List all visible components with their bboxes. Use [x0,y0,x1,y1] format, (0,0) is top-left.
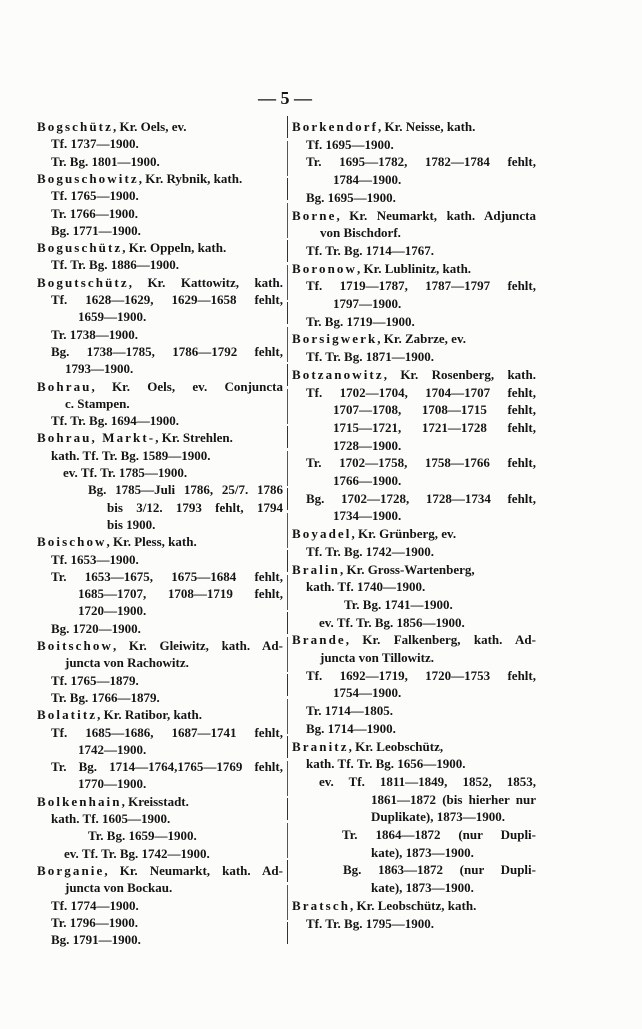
entry-heading [292,330,536,347]
record-line: Tf. 1692—1719, 1720—1753 fehlt, [306,667,536,683]
record-line: Bg. 1785—Juli 1786, 25/7. 1786 [88,482,283,498]
place-details: , Kr. Rosenberg, kath. [383,366,536,382]
place-name: Borsigwerk [292,331,378,347]
place-details: , Kr. Strehlen. [155,430,233,446]
record-line: juncta von Tillowitz. [320,650,435,665]
record-line: juncta von Rachowitz. [65,655,189,671]
record-line: 1685—1707, 1708—1719 fehlt, [78,586,283,602]
place-name: Bohrau, Markt- [37,430,156,446]
place-details: , Kr. Gleiwitz, kath. Ad- [112,638,283,653]
place-details: , Kr. Oels, ev. Conjuncta [91,378,283,394]
record-line: Bg. 1791—1900. [51,932,141,948]
record-line: Tf. 1765—1900. [51,188,139,204]
record-line: Tr. Bg. 1801—1900. [51,153,160,169]
record-line: 1793—1900. [65,361,134,377]
entry-heading [37,706,283,723]
record-line: Tr. 1796—1900. [51,914,139,930]
record-line: Tr. 1738—1900. [51,326,139,342]
record-line: Tr. Bg. 1659—1900. [88,828,197,844]
record-line: kath. Tf. 1605—1900. [51,811,171,826]
record-line: Tf. 1702—1704, 1704—1707 fehlt, [306,384,536,400]
record-line: ev. Tf. 1811—1849, 1852, 1853, [319,773,536,789]
entry-heading [37,793,283,810]
place-details: , Kr. Oppeln, kath. [122,240,227,256]
place-name: Bogutschütz [37,274,129,290]
entry-heading [292,260,536,277]
place-details: , Kr. Neisse, kath. [378,119,476,134]
place-name: Boischow [37,534,107,550]
place-details: , Kr. Ratibor, kath. [97,707,202,723]
place-details: , Kr. Grünberg, ev. [351,526,457,542]
entry-heading [37,429,283,446]
record-line: kath. Tf. Tr. Bg. 1656—1900. [306,756,466,772]
record-line: Tr. Bg. 1714—1764,1765—1769 fehlt, [51,759,283,775]
record-line: Tf. 1719—1787, 1787—1797 fehlt, [306,278,536,294]
record-line: Bg. 1695—1900. [306,189,396,205]
record-line: Tf. 1695—1900. [306,136,394,152]
place-details: , Kr. Oels, ev. [112,119,187,134]
place-name: Borne [292,207,337,223]
place-name: Bolkenhain [37,793,122,809]
record-line: Tf. Tr. Bg. 1886—1900. [51,257,179,273]
record-line: 1861—1872 (bis hierher nur [371,791,536,807]
record-line: 1770—1900. [78,776,147,792]
place-name: Boyadel [292,526,352,542]
record-line: kate), 1873—1900. [371,844,474,860]
record-line: 1659—1900. [78,309,147,325]
entry-heading [292,561,536,578]
record-line: bis 3/12. 1793 fehlt, 1794 [107,499,283,515]
record-line: c. Stampen. [65,395,130,411]
entry-heading [37,378,283,395]
place-name: Borkendorf [292,119,378,134]
record-line: Bg. 1738—1785, 1786—1792 fehlt, [51,343,283,359]
place-details: , Kr. Pless, kath. [106,534,197,550]
entry-heading [292,207,536,224]
place-details: , Kr. Zabrze, ev. [377,331,466,347]
record-line: Tr. Bg. 1719—1900. [306,313,415,329]
record-line: Tf. Tr. Bg. 1694—1900. [51,413,179,429]
record-line: ev. Tf. Tr. Bg. 1856—1900. [319,614,465,630]
record-line: kath. Tf. Tr. Bg. 1589—1900. [51,447,211,463]
place-name: Bogschütz [37,119,113,134]
record-line: von Bischdorf. [320,225,401,241]
record-line: 1728—1900. [333,437,402,453]
place-name: Bohrau [37,378,92,394]
record-line: Tr. 1864—1872 (nur Dupli- [342,827,536,842]
entry-heading [37,239,283,256]
record-line: 1734—1900. [333,508,402,524]
record-line: Bg. 1720—1900. [51,620,141,636]
record-line: Tf. 1653—1900. [51,551,139,567]
place-name: Boguschowitz [37,170,139,186]
place-details: , Kr. Leobschütz, [348,738,444,754]
place-details: , Kr. Neumarkt, kath. Ad- [104,862,283,878]
record-line: Bg. 1863—1872 (nur Dupli- [343,862,536,878]
record-line: Tf. 1765—1879. [51,672,139,688]
record-line: Tr. Bg. 1766—1879. [51,689,160,705]
record-line: 1720—1900. [78,603,147,619]
place-name: Botzanowitz [292,366,384,382]
place-name: Boitschow [37,638,113,653]
place-name: Bralin [292,561,340,577]
place-name: Brande [292,632,346,648]
record-line: Tf. 1628—1629, 1629—1658 fehlt, [51,292,283,307]
entry-heading [292,897,536,914]
place-name: Boguschütz [37,240,123,256]
entry-heading [37,274,283,291]
record-line: ev. Tf. Tr. 1785—1900. [63,465,188,480]
place-details: , Kr. Falkenberg, kath. Ad- [345,632,536,648]
entry-heading [292,631,536,648]
place-details: , Kr. Kattowitz, kath. [128,274,283,290]
entry-heading [37,118,283,135]
record-line: 1797—1900. [333,296,402,311]
record-line: Tf. 1774—1900. [51,897,139,913]
record-line: 1784—1900. [333,172,402,188]
record-line: ev. Tf. Tr. Bg. 1742—1900. [64,845,210,861]
place-details: , Kr. Neumarkt, kath. Adjuncta [336,207,536,223]
record-line: kate), 1873—1900. [371,880,474,896]
record-line: Bg. 1714—1900. [306,720,396,736]
place-details: , Kr. Rybnik, kath. [138,170,243,186]
record-line: Tf. 1685—1686, 1687—1741 fehlt, [51,724,283,740]
place-details: , Kreisstadt. [121,793,189,809]
entry-heading [292,366,536,383]
place-name: Borganie [37,862,105,878]
record-line: Duplikate), 1873—1900. [371,809,505,825]
record-line: Tr. 1714—1805. [306,703,394,719]
record-line: Tf. Tr. Bg. 1871—1900. [306,349,434,365]
place-name: Boronow [292,260,358,276]
record-line: 1766—1900. [333,473,402,488]
record-line: 1715—1721, 1721—1728 fehlt, [333,419,536,435]
record-line: kath. Tf. 1740—1900. [306,579,426,595]
record-line: Tr. 1653—1675, 1675—1684 fehlt, [51,568,283,584]
record-line: Tf. 1737—1900. [51,136,139,152]
entry-heading [292,525,536,542]
record-line: Tr. Bg. 1741—1900. [344,596,453,612]
place-details: , Kr. Leobschütz, kath. [350,897,477,913]
entry-heading [37,533,283,550]
place-name: Bratsch [292,897,351,913]
record-line: Bg. 1771—1900. [51,222,141,238]
place-details: , Kr. Gross-Wartenberg, [340,561,475,577]
record-line: Bg. 1702—1728, 1728—1734 fehlt, [306,490,536,506]
page-number: — 5 — [258,88,312,108]
place-name: Bolatitz [37,707,98,723]
entry-heading [37,862,283,879]
record-line: 1742—1900. [78,741,147,757]
record-line: Tr. 1766—1900. [51,205,139,221]
record-line: 1707—1708, 1708—1715 fehlt, [333,402,536,418]
entry-heading [37,170,283,187]
record-line: Tf. Tr. Bg. 1714—1767. [306,242,434,258]
record-line: 1754—1900. [333,685,402,701]
entry-heading [37,637,283,654]
column-divider [287,116,288,946]
entry-heading [292,118,536,135]
entry-heading [292,738,536,755]
record-line: Tr. 1702—1758, 1758—1766 fehlt, [306,455,536,471]
place-name: Branitz [292,738,349,754]
record-line: Tr. 1695—1782, 1782—1784 fehlt, [306,154,536,170]
record-line: juncta von Bockau. [65,880,173,896]
record-line: bis 1900. [107,516,156,532]
place-details: , Kr. Lublinitz, kath. [357,260,472,276]
record-line: Tf. Tr. Bg. 1795—1900. [306,915,434,931]
record-line: Tf. Tr. Bg. 1742—1900. [306,543,434,559]
